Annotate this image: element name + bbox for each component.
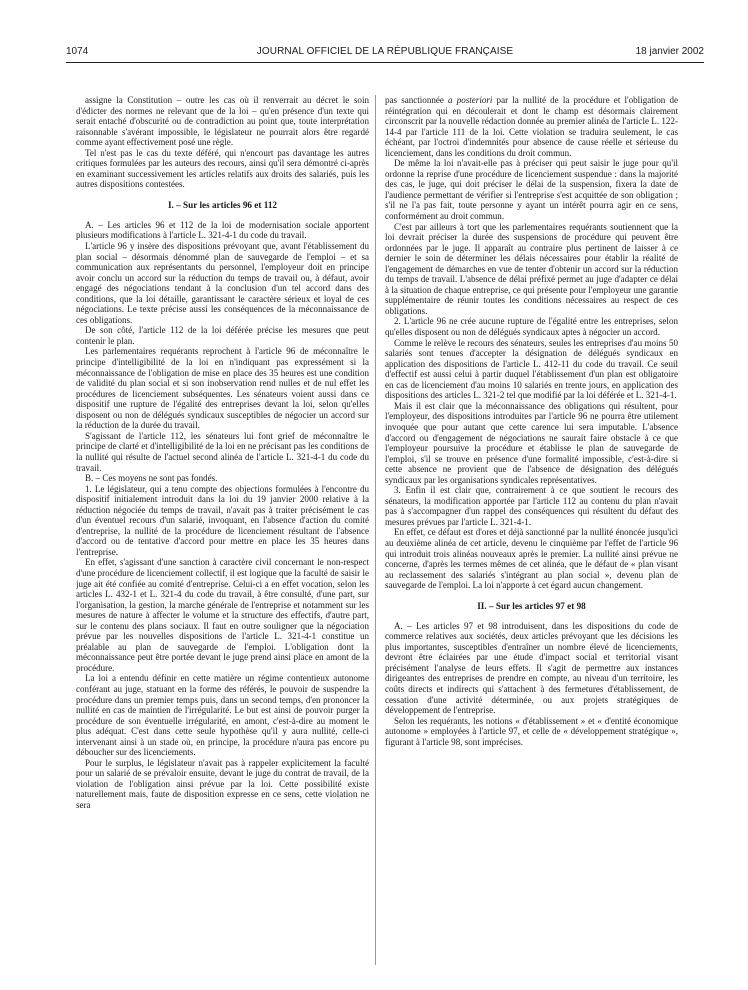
right-column	[385, 95, 678, 975]
paragraph: Pour le surplus, le législateur n'avait pas à rappeler explicitement la faculté pour un salarié de se prévaloir ensuite, devant le juge du contrat de travail, de la violation de l'obligation ainsi prévue par la loi. Cette possibilité existe naturellement mais, faute de disposition expresse en ce sens, cette violation ne sera	[76, 757, 369, 810]
page-header	[66, 46, 704, 62]
paragraph: De son côté, l'article 112 de la loi déférée précise les mesures que peut contenir le plan.	[76, 325, 369, 346]
journal-title: JOURNAL OFFICIEL DE LA RÉPUBLIQUE FRANÇAISE	[256, 46, 514, 57]
paragraph: En effet, s'agissant d'une sanction à caractère civil concernant le non-respect d'une procédure de licenciement collectif, il est logique que la faculté de saisir le juge ait été confiée au comité d'entreprise. Celui-ci a en effet vocation, selon les articles L. 432-1 et L. 321-4 du code du travail, à être consulté, d'une part, sur l'organisation, la gestion, la marche générale de l'entreprise et notamment sur les mesures de nature à affecter le volume et la structure des effectifs, d'autre part, sur le contenu des plans sociaux. Il faut en outre souligner que la négociation prévue par les nouvelles dispositions de l'article L. 321-4-1 constitue un préalable au plan de sauvegarde de l'emploi. L'obligation dont la méconnaissance peut être portée devant le juge prend ainsi place en amont de la procédure.	[76, 557, 369, 673]
header-rule	[66, 62, 704, 63]
section-heading: II. – Sur les articles 97 et 98	[477, 600, 586, 611]
paragraph: 1. Le législateur, qui a tenu compte des objections formulées à l'encontre du dispositif initialement introduit dans la loi du 19 janvier 2000 relative à la réduction négociée du temps de travail, n'avait pas à traiter précisément le cas d'un éventuel recours d'un salarié, invoquant, en l'absence d'action du comité d'entreprise, la nullité de la procédure de licenciement résultant de l'absence d'accord ou de tentative d'accord pour mettre en place les 35 heures dans l'entreprise.	[76, 483, 369, 557]
paragraph: La loi a entendu définir en cette matière un régime contentieux autonome conférant au juge, statuant en la forme des référés, le pouvoir de suspendre la procédure dans un premier temps puis, dans un second temps, d'en prononcer la nullité en cas de maintien de l'irrégularité. Le but est ainsi de pouvoir purger la procédure de son éventuelle irrégularité, en amont, c'est-à-dire au moment le plus adéquat. C'est dans cette seule hypothèse qu'il y aura nullité, celle-ci intervenant ainsi à un stade où, en principe, la procédure n'aura pas encore pu déboucher sur des licenciements.	[76, 673, 369, 758]
paragraph: Selon les requérants, les notions « d'établissement » et « d'entité économique autonome » employées à l'article 97, et celle de « développement stratégique », figurant à l'article 98, sont imprécises.	[385, 715, 678, 747]
paragraph: B. – Ces moyens ne sont pas fondés.	[85, 473, 218, 484]
paragraph: C'est par ailleurs à tort que les parlementaires requérants soutiennent que la loi devrait préciser la durée des suspensions de procédure qui peuvent être ordonnées par le juge. Il apparaît au contraire plus pertinent de laisser à ce dernier le soin de déterminer les délais nécessaires pour établir la réalité de l'engagement de démarches en vue de tenter d'obtenir un accord sur la réduction du temps de travail. L'absence de délai préfixé permet au juge d'adapter ce délai à la situation de chaque entreprise, ce qui présente pour l'employeur une garantie supplémentaire de réunir toutes les conditions nécessaires au respect de ces obligations.	[385, 221, 678, 316]
paragraph: pas sanctionnée a posteriori par la nullité de la procédure et l'obligation de réintégration qui en découlerait et dont le champ est désormais clairement circonscrit par la nouvelle rédaction donnée au premier alinéa de l'article L. 122-14-4 par l'article 111 de la loi. Cette violation se traduira seulement, le cas échéant, par l'octroi d'indemnités pour absence de cause réelle et sérieuse du licenciement, dans les conditions du droit commun.	[385, 95, 678, 158]
paragraph: Comme le relève le recours des sénateurs, seules les entreprises d'au moins 50 salariés sont tenues d'accepter la désignation de délégués syndicaux en application des dispositions de l'article L. 412-11 du code du travail. Ce seuil d'effectif est aussi celui à partir duquel l'établissement d'un plan est obligatoire en cas de licenciement d'au moins 10 salariés en trente jours, en application des dispositions des articles L. 321-2 tel que modifié par la loi déférée et L. 321-4-1.	[385, 337, 678, 401]
paragraph: S'agissant de l'article 112, les sénateurs lui font grief de méconnaître le principe de clarté et d'intelligibilité de la loi en ne précisant pas les conditions de la nullité qui résulte de l'actuel second alinéa de l'article L. 321-4-1 du code du travail.	[76, 430, 369, 473]
paragraph: De même la loi n'avait-elle pas à préciser qui peut saisir le juge pour qu'il ordonne la reprise d'une procédure de licenciement suspendue : dans la majorité des cas, le juge, qui doit préciser le délai de la suspension, fixera la date de l'audience permettant de vérifier si l'entreprise s'est acquittée de son obligation ; s'il ne l'a pas fait, toute personne y ayant un intérêt pourra agir en ce sens, conformément au droit commun.	[385, 158, 678, 222]
paragraph: assigne la Constitution – outre les cas où il renverrait au décret le soin d'édicter des normes ne relevant que de la loi – qu'en présence d'un texte qui serait entaché d'obscurité ou de contradiction au point que, toute interprétation raisonnable s'avérant impossible, le législateur ne pourrait alors être regardé comme ayant effectivement posé une règle.	[76, 95, 369, 148]
paragraph: Les parlementaires requérants reprochent à l'article 96 de méconnaître le principe d'intelligibilité de la loi en n'indiquant pas expressément si la méconnaissance de l'obligation de mise en place des 35 heures est une condition de validité du plan social et si son inobservation rend nulles et de nul effet les procédures de licenciement subséquentes. Les sénateurs voient aussi dans ce dispositif une rupture de l'égalité des entreprises devant la loi, selon qu'elles disposent ou non de délégués syndicaux susceptibles de négocier un accord sur la réduction de la durée du travail.	[76, 346, 369, 431]
paragraph: 3. Enfin il est clair que, contrairement à ce que soutient le recours des sénateurs, la modification apportée par l'article 112 au contenu du plan n'avait pas à s'accompagner d'un rappel des conséquences qui résultent du défaut des mesures prévues par l'article L. 321-4-1.	[385, 485, 678, 527]
paragraph: En effet, ce défaut est d'ores et déjà sanctionné par la nullité énoncée jusqu'ici au deuxième alinéa de cet article, devenu le cinquième par l'effet de l'article 96 qui introduit trois alinéas nouveaux après le premier. La nullité ainsi prévue ne concerne, d'après les termes mêmes de cet alinéa, que le défaut de « plan visant au reclassement des salariés s'intégrant au plan social », devenu plan de sauvegarde de l'emploi. La loi n'apporte à cet égard aucun changement.	[385, 527, 678, 591]
column-divider	[375, 95, 376, 965]
issue-date: 18 janvier 2002	[635, 46, 704, 57]
latin-term: a posteriori	[448, 95, 493, 105]
paragraph: L'article 96 y insère des dispositions prévoyant que, avant l'établissement du plan social – désormais dénommé plan de sauvegarde de l'emploi – et sa communication aux représentants du personnel, l'employeur doit en principe avoir conclu un accord sur la réduction du temps de travail ou, à défaut, avoir engagé des négociations tendant à la conclusion d'un tel accord dans des conditions, que la loi détaille, garantissant le caractère sérieux et loyal de ces négociations. Le texte précise aussi les conséquences de la méconnaissance de ces obligations.	[76, 241, 369, 325]
page-number: 1074	[66, 46, 89, 57]
paragraph: Mais il est clair que la méconnaissance des obligations qui résultent, pour l'employeur, des dispositions introduites par l'article 96 ne pourra être utilement invoquée que pour autant que cette carence lui sera imputable. L'absence d'accord ou d'engagement de négociations ne saurait faire obstacle à ce que l'employeur poursuive la procédure et établisse le plan de sauvegarde de l'emploi, s'il se trouve en présence d'une formalité impossible, c'est-à-dire si cette absence ne provient que de l'absence de désignation des délégués syndicaux par les organisations syndicales représentatives.	[385, 400, 678, 485]
left-column	[76, 95, 369, 975]
paragraph: 2. L'article 96 ne crée aucune rupture de l'égalité entre les entreprises, selon qu'elles disposent ou non de délégués syndicaux aptes à négocier un accord.	[385, 316, 678, 338]
paragraph: A. – Les articles 96 et 112 de la loi de modernisation sociale apportent plusieurs modifications à l'article L. 321-4-1 du code du travail.	[76, 219, 369, 241]
paragraph: A. – Les articles 97 et 98 introduisent, dans les dispositions du code de commerce relatives aux sociétés, deux articles prévoyant que les décisions les plus importantes, susceptibles d'entraîner un nombre élevé de licenciements, devront être éclairées par une étude d'impact social et territorial visant précisément l'analyse de leurs effets. Il s'agit de permettre aux instances dirigeantes des entreprises de prendre en compte, au niveau d'un territoire, les coûts directs et indirects qui s'attachent à des fermetures d'établissement, de cessation d'une activité déterminée, ou aux projets stratégiques de développement de l'entreprise.	[385, 620, 678, 716]
paragraph: Tel n'est pas le cas du texte déféré, qui n'encourt pas davantage les autres critiques formulées par les auteurs des recours, ainsi qu'il sera démontré ci-après en examinant successivement les articles relatifs aux droits des salariés, puis les autres dispositions contestées.	[76, 147, 369, 190]
section-heading: I. – Sur les articles 96 et 112	[167, 199, 278, 210]
